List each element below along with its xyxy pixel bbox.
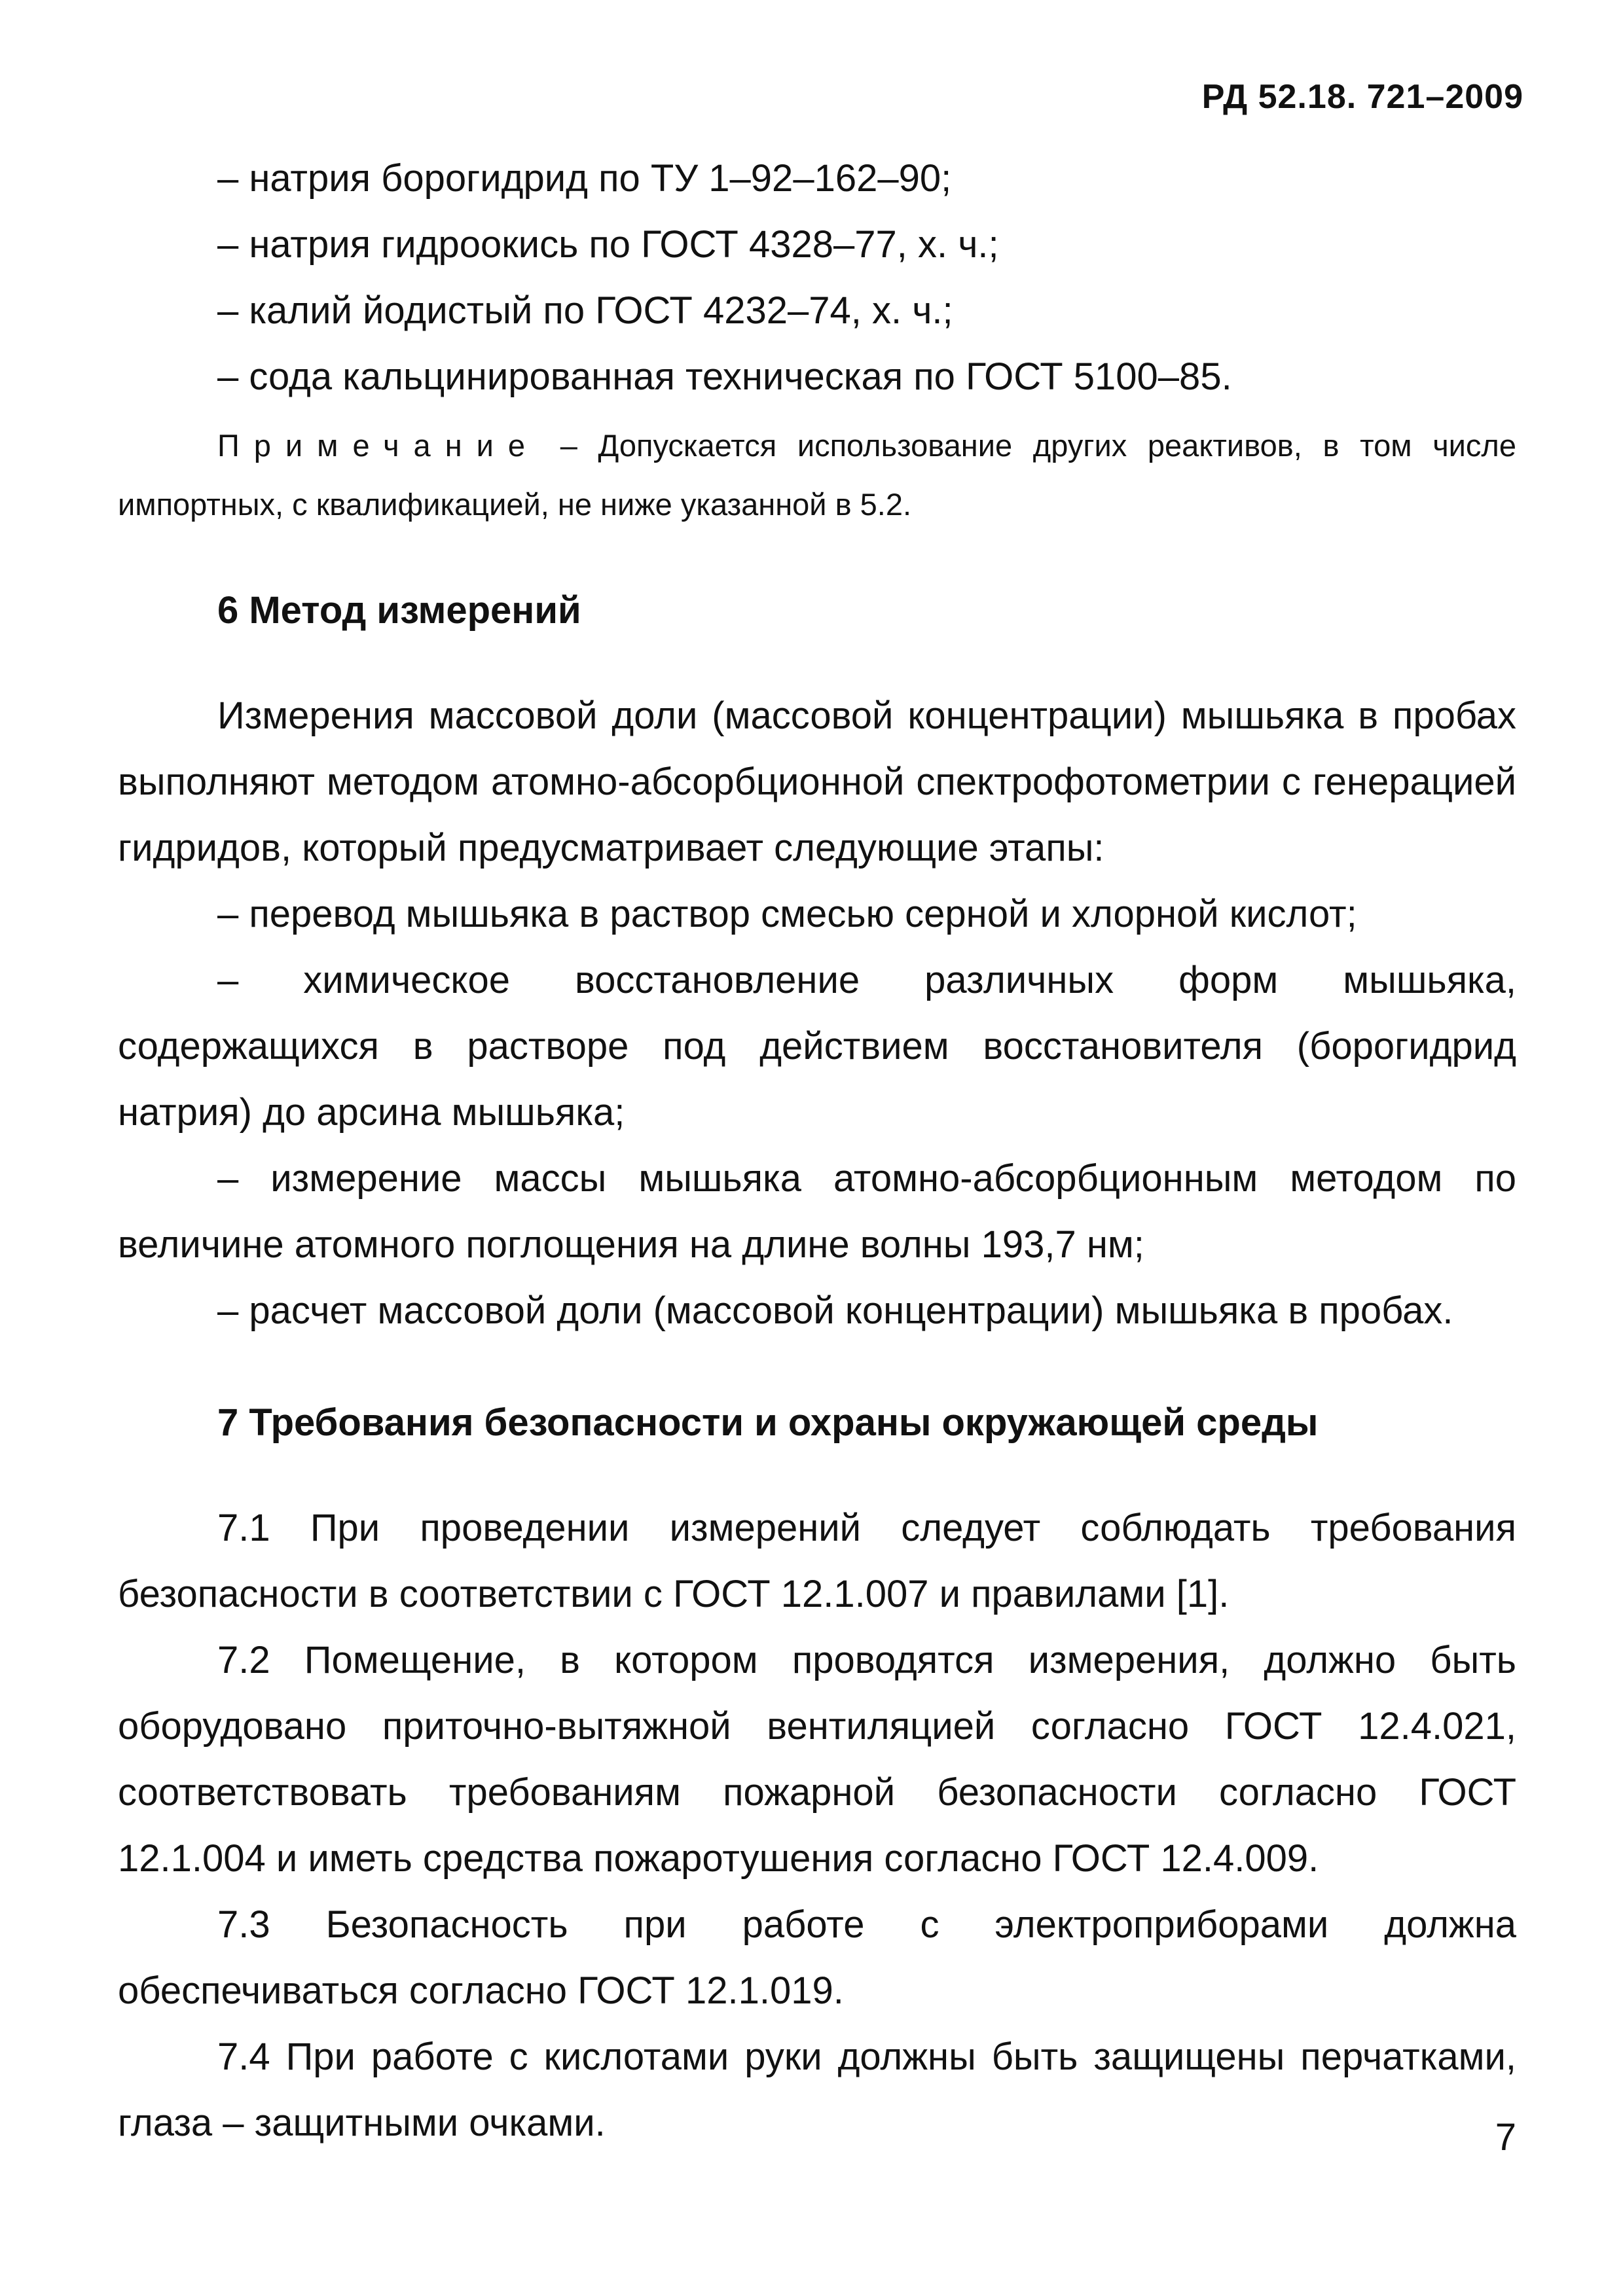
- method-step: – перевод мышьяка в раствор смесью серной и хлорной кислот;: [217, 893, 1357, 935]
- note-text: – Допускается использование других реактивов, в том числе импортных, с квалификацией, не ниже указанной в 5.2.: [118, 428, 1516, 522]
- safety-item: 7.2 Помещение, в котором проводятся измерения, должно быть оборудовано приточно-вытяжной вентиляцией согласно ГОСТ 12.4.021, соответствовать требованиям пожарной безопасности согласно ГОСТ 12.1.004 и иметь средства пожаротушения согласно ГОСТ 12.4.009.: [118, 1639, 1516, 1880]
- page-number: 7: [1495, 2116, 1516, 2159]
- note: [118, 416, 1516, 534]
- section-7-heading: 7 Требования безопасности и охраны окружающей среды: [217, 1401, 1319, 1444]
- safety-item: 7.4 При работе с кислотами руки должны быть защищены перчатками, глаза – защитными очками.: [118, 2036, 1516, 2144]
- safety-item: 7.3 Безопасность при работе с электроприборами должна обеспечиваться согласно ГОСТ 12.1.019.: [118, 1903, 1516, 2012]
- safety-item: 7.1 При проведении измерений следует соблюдать требования безопасности в соответствии с ГОСТ 12.1.007 и правилами [1].: [118, 1507, 1516, 1615]
- reagent-item: – натрия борогидрид по ТУ 1–92–162–90;: [217, 157, 952, 200]
- reagent-item: – калий йодистый по ГОСТ 4232–74, х. ч.;: [217, 289, 953, 332]
- note-label: Примечание: [217, 428, 540, 463]
- method-step: – химическое восстановление различных форм мышьяка, содержащихся в растворе под действием восстановителя (борогидрид натрия) до арсина мышьяка;: [118, 959, 1516, 1134]
- document-code: РД 52.18. 721–2009: [1201, 78, 1523, 116]
- method-step: – измерение массы мышьяка атомно-абсорбционным методом по величине атомного поглощения на длине волны 193,7 нм;: [118, 1157, 1516, 1266]
- reagent-item: – сода кальцинированная техническая по ГОСТ 5100–85.: [217, 355, 1232, 398]
- section-6-intro: Измерения массовой доли (массовой концентрации) мышьяка в пробах выполняют методом атомно-абсорбционной спектрофотометрии с генерацией гидридов, который предусматривает следующие этапы:: [118, 694, 1516, 869]
- page-content: [118, 145, 1516, 2156]
- section-6-heading: 6 Метод измерений: [217, 589, 581, 632]
- method-step: – расчет массовой доли (массовой концентрации) мышьяка в пробах.: [217, 1289, 1453, 1332]
- reagent-item: – натрия гидроокись по ГОСТ 4328–77, х. ч.;: [217, 223, 999, 266]
